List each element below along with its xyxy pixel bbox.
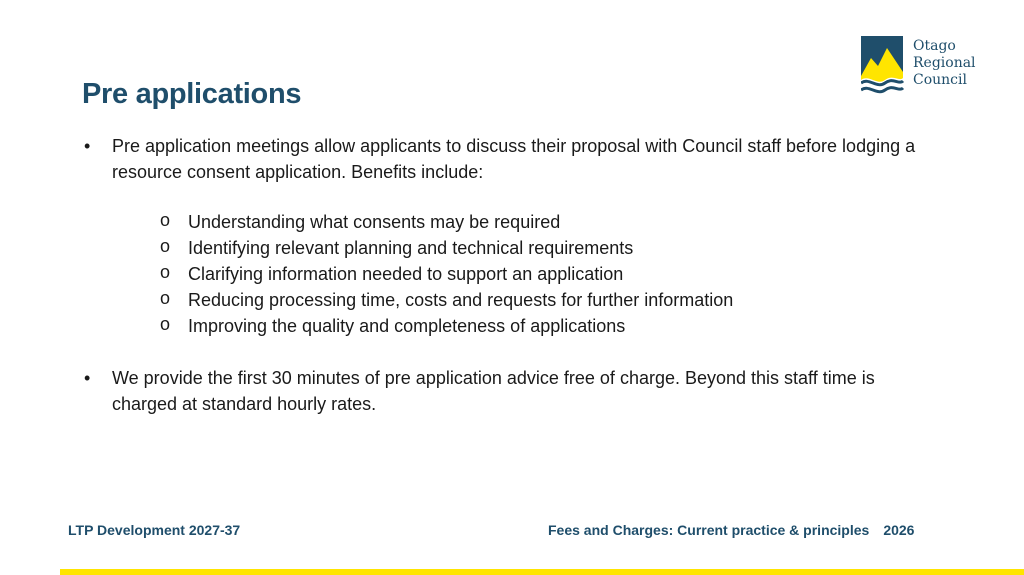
list-item: o Clarifying information needed to support an application: [188, 261, 922, 287]
sub-bullet-marker: o: [160, 210, 171, 230]
sub-bullet-marker: o: [160, 236, 171, 256]
bullet-text: Pre application meetings allow applicants to discuss their proposal with Council staff before lodging a resource consent application. Benefits include:: [112, 136, 916, 182]
footer-year: 2026: [883, 522, 915, 538]
list-item: o Reducing processing time, costs and requests for further information: [188, 287, 922, 313]
footer-topic-text: Fees and Charges: Current practice & principles: [548, 522, 870, 538]
bullet-item: [82, 133, 922, 185]
slide-content: [82, 133, 922, 417]
logo-line-3: Council: [913, 72, 967, 88]
sub-bullet-marker: o: [160, 314, 171, 334]
bullet-marker: •: [84, 368, 91, 388]
logo-line-1: Otago: [913, 38, 956, 54]
logo-line-2: Regional: [913, 55, 976, 71]
bullet-item: [82, 365, 922, 417]
footer-project: LTP Development 2027-37: [68, 522, 241, 538]
list-item: o Improving the quality and completeness of applications: [188, 313, 922, 339]
list-item: o Understanding what consents may be required: [188, 209, 922, 235]
bullet-text: We provide the first 30 minutes of pre application advice free of charge. Beyond this staff time is charged at standard hourly rates.: [112, 368, 875, 414]
slide-title: Pre applications: [82, 78, 302, 110]
sub-bullet-marker: o: [160, 288, 171, 308]
sub-bullet-marker: o: [160, 262, 171, 282]
bullet-marker: •: [84, 136, 91, 156]
footer-topic: [548, 522, 914, 538]
org-logo: [861, 36, 991, 94]
benefits-list: [82, 209, 922, 339]
mountain-wave-logo-icon: [861, 36, 907, 94]
footer-accent-bar: [60, 569, 1024, 575]
list-item: o Identifying relevant planning and technical requirements: [188, 235, 922, 261]
logo-wordmark: [913, 38, 976, 89]
